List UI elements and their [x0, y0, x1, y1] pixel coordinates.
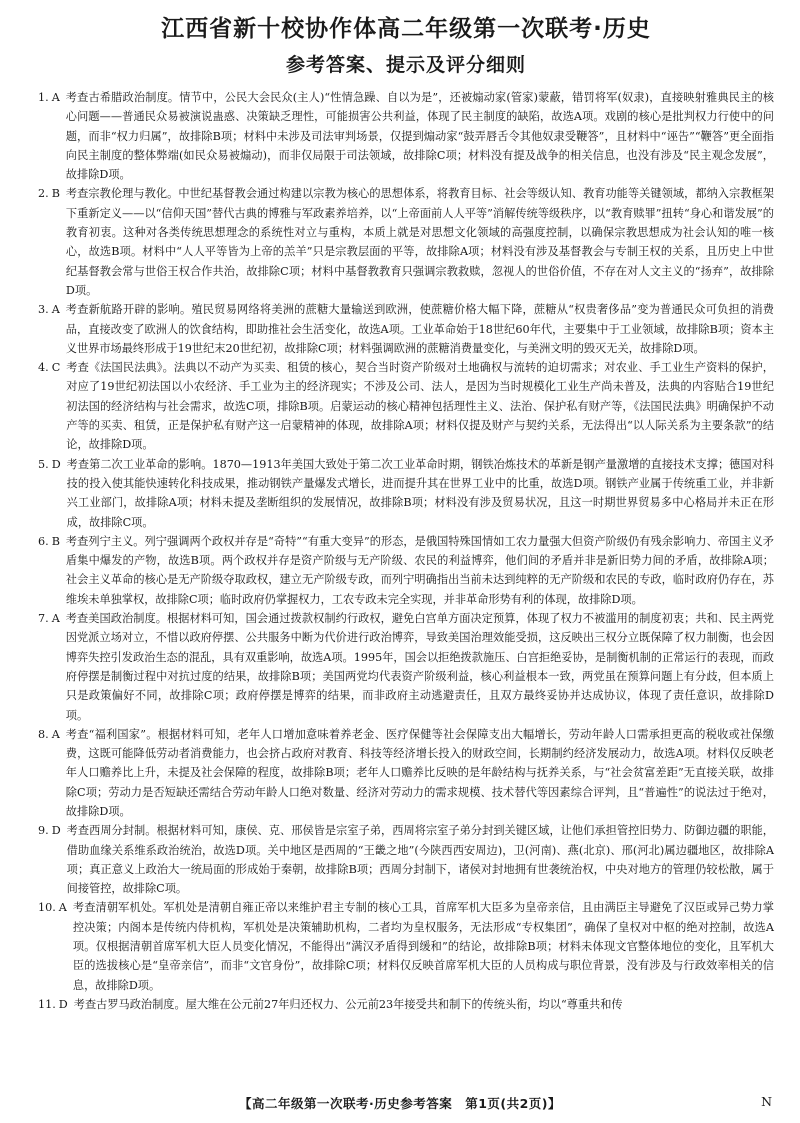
question-number: 4.	[38, 361, 49, 375]
answer-letter: C	[51, 361, 61, 375]
answer-item-3	[38, 300, 774, 358]
question-number: 3.	[38, 303, 49, 317]
version-mark: N	[761, 1094, 772, 1109]
answer-letter: D	[51, 457, 61, 471]
answer-letter: A	[51, 303, 60, 317]
question-number: 10.	[38, 901, 56, 915]
answer-letter: B	[51, 187, 60, 201]
answer-item-8	[38, 725, 774, 821]
answer-letter: D	[58, 997, 68, 1011]
answer-item-11	[38, 995, 774, 1014]
page-subtitle: 参考答案、提示及评分细则	[285, 54, 526, 76]
answer-explanation: 考查古罗马政治制度。屋大维在公元前27年归还权力、公元前23年接受共和制下的传统头衔，均以“尊重共和传	[73, 997, 623, 1011]
question-number: 11.	[38, 997, 56, 1011]
answer-item-6	[38, 532, 774, 609]
answer-explanation: 考查新航路开辟的影响。殖民贸易网络将美洲的蔗糖大量输送到欧洲，使蔗糖价格大幅下降，蔗糖从“权贵奢侈品”变为普通民众可负担的消费品，直接改变了欧洲人的饮食结构，即助推社会生活变化，故选A项。工业革命始于18世纪60年代，主要集中于工业领域，故排除B项；资本主义世界市场最终形成于19世纪末20世纪初，故排除C项；材料强调欧洲的蔗糖消费量变化，与美洲文明的毁灭无关，故排除D项。	[65, 303, 774, 355]
answer-item-9	[38, 821, 774, 898]
answer-letter: A	[51, 727, 60, 741]
answer-explanation: 考查美国政治制度。根据材料可知，国会通过拨款权制约行政权，避免白宫单方面决定预算，体现了权力不被滥用的制度初衷；共和、民主两党因党派立场对立，不惜以政府停摆、公共服务中断为代价进行政治博弈，导致美国治理效能受损，这反映出三权分立既保障了权力制衡，也会因博弈失控引发政治生态的混乱，具有双重影响，故选A项。1995年，国会以拒绝拨款施压、白宫拒绝妥协，是制衡机制的正常运行的表现，而政府停摆是制衡过程中对抗过度的结果，故排除B项；美国两党均代表资产阶级利益，核心利益根本一致，两党虽在预算问题上有分歧，但本质上只是政策偏好不同，故排除C项；政府停摆是博弈的结果，而非政府主动逃避责任，且双方最终妥协并达成协议，体现了责任意识，故排除D项。	[65, 612, 774, 722]
answer-explanation: 考查西周分封制。根据材料可知，康侯、克、邢侯皆是宗室子弟，西周将宗室子弟分封到关键区域，让他们承担管控旧势力、防御边疆的职能，借助血缘关系维系政治统治，故选D项。关中地区是西周的“王畿之地”(今陕西西安周边)，卫(河南)、燕(北京)、邢(河北)属边疆地区，故排除A项；真正意义上政治大一统局面的形成始于秦朝，故排除B项；西周分封制下，诸侯对封地拥有世袭统治权，中央对地方的管理仍较松散，属于间接管控，故排除C项。	[66, 824, 774, 896]
answer-item-1	[38, 88, 774, 184]
answer-explanation: 考查“福利国家”。根据材料可知，老年人口增加意味着养老金、医疗保健等社会保障支出大幅增长，劳动年龄人口需承担更高的税收或社保缴费，这既可能降低劳动者消费能力，也会挤占政府对教育、科技等经济增长投入的财政空间，长期制约经济发展动力，故选A项。材料仅反映老年人口赡养比上升，未提及社会保障的程度，故排除B项；老年人口赡养比反映的是年龄结构与抚养关系，与“社会贫富差距”无直接关联，故排除C项；劳动力是否短缺还需结合劳动年龄人口绝对数量、经济对劳动力的需求规模、技术替代等因素综合评判，且“普遍性”的说法过于绝对，故排除D项。	[65, 727, 774, 818]
answer-letter: B	[51, 534, 60, 548]
answer-explanation: 考查古希腊政治制度。情节中，公民大会民众(主人)“性情急躁、自以为是”，还被煽动家(管家)蒙蔽，错罚将军(奴隶)，直接映射雅典民主的核心问题——普通民众易被演说蛊惑、决策缺乏理性，可能损害公共利益，体现了民主制度的缺陷，故选A项。戏剧的核心是批判权力行使中的问题，而非“权力归属”，故排除B项；材料中未涉及司法审判场景，仅提到煽动家“鼓弄唇舌令其他奴隶受鞭答”，且材料中“诬告”“鞭答”更全面指向民主制度的整体弊端(如民众易被煽动)，而非仅局限于司法领域，故排除C项；材料没有提及战争的相关信息，也没有涉及“民主观念发展”，故排除D项。	[65, 91, 774, 182]
answer-explanation: 考查《法国民法典》。法典以不动产为买卖、租赁的核心，契合当时资产阶级对土地确权与流转的迫切需求；对农业、手工业生产资料的保护，对应了19世纪初法国以小农经济、手工业为主的经济现实；不涉及公司、法人，是因为当时规模化工业生产尚未普及，法典的内容贴合19世纪初法国的经济结构与社会需求，故选C项，排除B项。启蒙运动的核心精神包括理性主义、法治、保护私有财产等，《法国民法典》明确保护不动产等的买卖、租赁，正是保护私有财产这一启蒙精神的体现，故排除A项；材料仅提及财产与契约关系，无法得出“以人际关系为主要条款”的结论，故排除D项。	[66, 361, 774, 452]
answer-list	[38, 88, 774, 1014]
question-number: 1.	[38, 91, 49, 104]
answer-explanation: 考查清朝军机处。军机处是清朝自雍正帝以来维护君主专制的核心工具，首席军机大臣多为皇帝亲信，且由满臣主导避免了汉臣或异己势力掌控决策；内阁本是传统内侍机构，军机处是决策辅助机构，二者均为皇权服务，无法形成“专权集团”，确保了皇权对中枢的绝对控制，故选A项。仅根据清朝首席军机大臣人员变化情况，不能得出“满汉矛盾得到缓和”的结论，故排除B项；材料未体现文官整体地位的变化，且军机大臣的选拔核心是“皇帝亲信”，而非“文官身份”，故排除C项；材料仅反映首席军机大臣的人员构成与职位背景，没有涉及与行政效率相关的信息，故排除D项。	[72, 901, 774, 992]
question-number: 8.	[38, 727, 49, 741]
answer-letter: A	[51, 91, 60, 104]
page-title: 江西省新十校协作体高二年级第一次联考·历史	[161, 16, 651, 42]
answer-item-7	[38, 609, 774, 725]
answer-item-5	[38, 455, 774, 532]
answer-letter: A	[58, 901, 67, 915]
answer-letter: D	[51, 824, 61, 838]
question-number: 7.	[38, 612, 49, 626]
answer-explanation: 考查第二次工业革命的影响。1870—1913年美国大致处于第二次工业革命时期，钢铁冶炼技术的革新是钢产量激增的直接技术支撑；德国对科技的投入使其能快速转化科技成果，推动钢铁产量爆发式增长，进而提升其在世界工业中的比重，故选D项。钢铁产业属于传统重工业，并非新兴工业部门，故排除A项；材料未提及垄断组织的发展情况，故排除B项；材料没有涉及贸易状况，且这一时期世界贸易多中心格局并未正在形成，故排除C项。	[66, 457, 774, 529]
question-number: 9.	[38, 824, 49, 838]
page-footer: 【高二年级第一次联考·历史参考答案 第1页(共2页)】	[238, 1096, 562, 1111]
answer-explanation: 考查列宁主义。列宁强调两个政权并存是“奇特”“有重大变异”的形态，是俄国特殊国情如工农力量强大但资产阶级仍有残余影响力、帝国主义矛盾集中爆发的产物，故选B项。两个政权并存是资产阶级与无产阶级、农民的利益博弈，他们间的矛盾并非是新旧势力间的矛盾，故排除A项；社会主义革命的核心是无产阶级夺取政权，建立无产阶级专政，而列宁明确指出当前未达到纯粹的无产阶级和农民的专政，临时政府仍存在，苏维埃未单独掌权，故排除C项；临时政府仍掌握权力，工农专政未完全实现，并非革命形势有利的体现，故排除D项。	[65, 534, 774, 606]
question-number: 2.	[38, 187, 49, 201]
question-number: 5.	[38, 457, 49, 471]
answer-explanation: 考查宗教伦理与教化。中世纪基督教会通过构建以宗教为核心的思想体系，将教育目标、社会等级认知、教育功能等关键领域，都纳入宗教框架下重新定义——以“信仰天国”替代古典的博雅与军政素养培养，以“上帝面前人人平等”消解传统等级秩序，以“教育赎罪”扭转“身心和谐发展”的教育初衷。这种对各类传统思想理念的系统性对立与重构，本质上就是对思想文化领域的高强度控制，以确保宗教思想成为社会认知的唯一核心，故选B项。材料中“人人平等皆为上帝的羔羊”只是宗教层面的平等，故排除A项；材料没有涉及基督教会与专制王权的关系，且历史上中世纪基督教会常与世俗王权合作共治，故排除C项；材料中基督教教育只强调宗教救赎，忽视人的世俗价值，不存在对人文主义的“扬弃”，故排除D项。	[65, 187, 774, 297]
question-number: 6.	[38, 534, 49, 548]
answer-item-10	[38, 898, 774, 994]
answer-item-2	[38, 184, 774, 300]
answer-letter: A	[51, 612, 60, 626]
answer-item-4	[38, 358, 774, 454]
